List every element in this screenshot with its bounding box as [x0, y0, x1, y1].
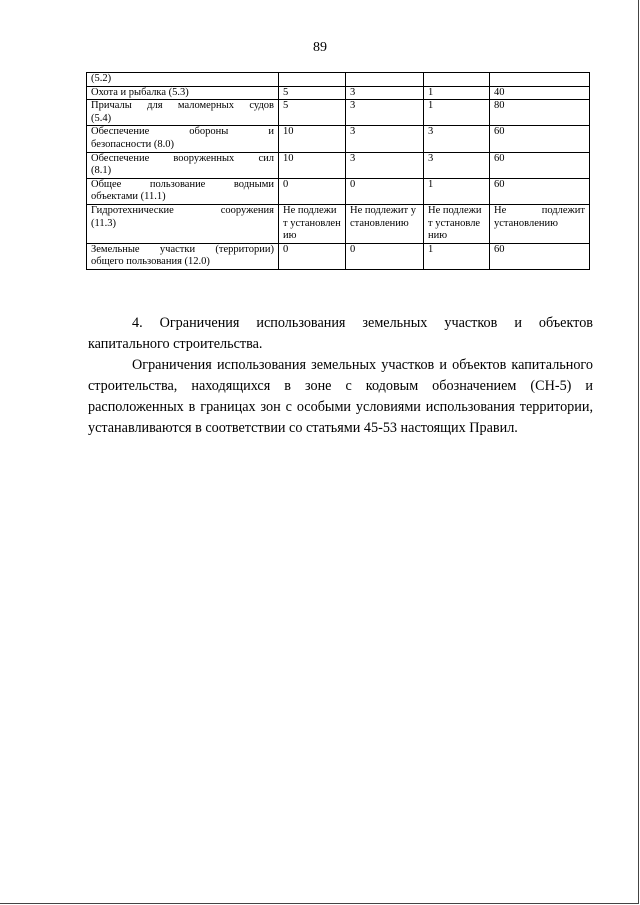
- table-cell: 0: [346, 178, 424, 204]
- body-paragraph: Ограничения использования земельных участков и объектов капитального строительства, находящихся в зоне с кодовым обозначением (СН-5) и расположенных в границах зон с особыми условиями использования территории, устанавливаются в соответствии со статьями 45-53 настоящих Правил.: [88, 357, 593, 436]
- table-cell: 3: [424, 152, 490, 178]
- table-cell: 1: [424, 100, 490, 126]
- row-description: Общее пользование водными объектами (11.1): [87, 178, 279, 204]
- table-row: [87, 86, 590, 100]
- table-cell: 60: [490, 126, 590, 152]
- row-description: Обеспечение вооруженных сил (8.1): [87, 152, 279, 178]
- table-cell: Не подлежит установлению: [424, 204, 490, 243]
- row-description: Охота и рыбалка (5.3): [87, 86, 279, 100]
- table-cell: 3: [346, 152, 424, 178]
- table-cell: 0: [346, 243, 424, 269]
- table-cell: Не подлежит установлению: [490, 204, 590, 243]
- table-row: [87, 73, 590, 87]
- page-number: 89: [313, 40, 327, 55]
- row-description: (5.2): [87, 73, 279, 87]
- table-row: [87, 152, 590, 178]
- table-cell: 10: [279, 152, 346, 178]
- table-row: [87, 204, 590, 243]
- table-cell: 0: [279, 243, 346, 269]
- table-cell: 1: [424, 86, 490, 100]
- table-cell: 1: [424, 178, 490, 204]
- table-cell: 3: [424, 126, 490, 152]
- table-cell: 80: [490, 100, 590, 126]
- table-cell: 60: [490, 178, 590, 204]
- table-cell: 60: [490, 152, 590, 178]
- table-cell: [490, 73, 590, 87]
- table-cell: 1: [424, 243, 490, 269]
- land-use-table: [86, 72, 590, 270]
- row-description: Обеспечение обороны и безопасности (8.0): [87, 126, 279, 152]
- table-cell: 3: [346, 100, 424, 126]
- table-row: [87, 243, 590, 269]
- table-cell: 5: [279, 86, 346, 100]
- table-cell: 3: [346, 86, 424, 100]
- table-row: [87, 178, 590, 204]
- table-cell: 5: [279, 100, 346, 126]
- table-cell: 0: [279, 178, 346, 204]
- table-row: [87, 100, 590, 126]
- table-cell: Не подлежит установлению: [346, 204, 424, 243]
- row-description: Земельные участки (территории) общего пользования (12.0): [87, 243, 279, 269]
- section-heading-paragraph: 4. Ограничения использования земельных участков и объектов капитального строительства.: [88, 315, 593, 352]
- table-cell: [279, 73, 346, 87]
- row-description: Причалы для маломерных судов (5.4): [87, 100, 279, 126]
- table-cell: Не подлежит установлению: [279, 204, 346, 243]
- table-cell: [346, 73, 424, 87]
- table-cell: 40: [490, 86, 590, 100]
- table-cell: [424, 73, 490, 87]
- table-cell: 60: [490, 243, 590, 269]
- table-cell: 10: [279, 126, 346, 152]
- table-cell: 3: [346, 126, 424, 152]
- row-description: Гидротехнические сооружения (11.3): [87, 204, 279, 243]
- table-row: [87, 126, 590, 152]
